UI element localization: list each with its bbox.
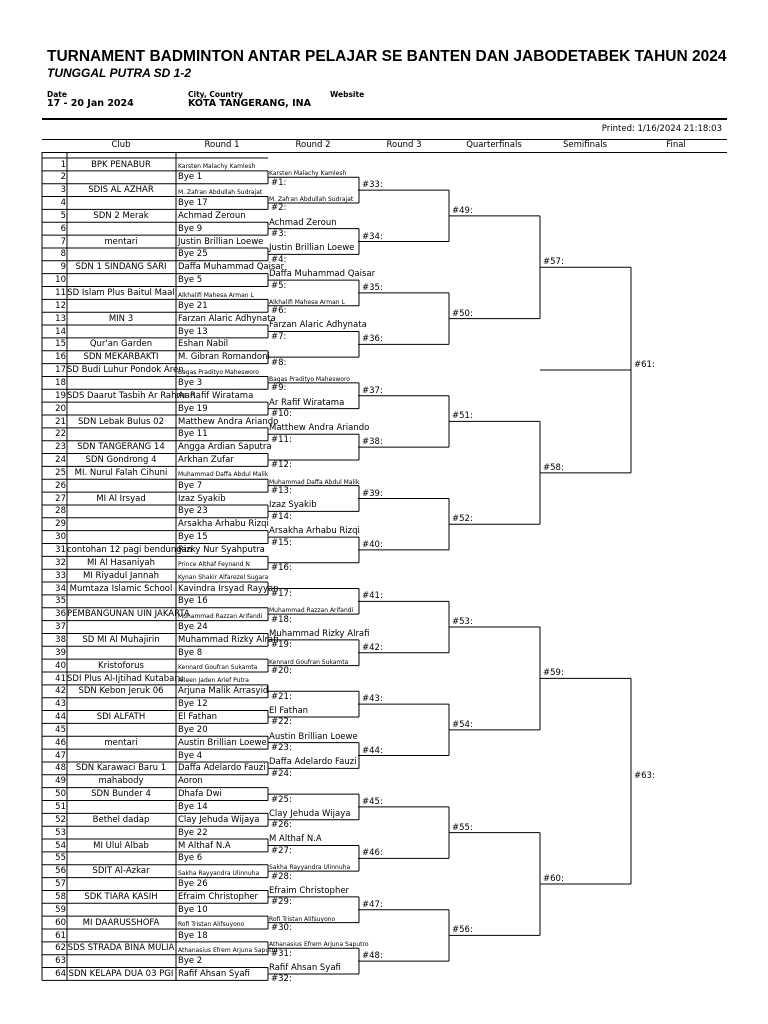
entry-number: 63 xyxy=(55,956,66,967)
entry-club: SDN Kebon Jeruk 06 xyxy=(78,686,164,697)
entry-player: Bye 25 xyxy=(178,249,208,260)
entry-player: Athanasius Efrem Arjuna Saputro xyxy=(178,946,278,954)
entry-player: Rofi Tristan Alifsuyono xyxy=(178,921,245,929)
entry-number: 57 xyxy=(55,879,66,890)
round2-match-label: #6: xyxy=(271,306,287,317)
entry-club: SDS Daarut Tasbih Ar Rahman xyxy=(67,390,196,401)
entry-player: Bye 5 xyxy=(178,275,203,286)
entry-number: 5 xyxy=(60,210,66,221)
entry-player: Bye 22 xyxy=(178,827,208,838)
entry-club: mahabody xyxy=(98,776,144,787)
entry-player: Bye 10 xyxy=(178,904,208,915)
round2-match-label: #14: xyxy=(271,511,292,522)
round3-match-label: #48: xyxy=(362,951,383,962)
entry-number: 13 xyxy=(55,313,66,324)
round2-player: Justin Brillian Loewe xyxy=(269,243,355,254)
round2-match-label: #30: xyxy=(271,923,292,934)
entry-player: Justin Brillian Loewe xyxy=(178,236,264,247)
entry-number: 33 xyxy=(55,570,66,581)
entry-player: Aoron xyxy=(178,776,203,787)
round2-match-label: #20: xyxy=(271,666,292,677)
round2-match-label: #12: xyxy=(271,460,292,471)
entry-number: 44 xyxy=(55,712,66,723)
entry-player: Kynan Shakir Alfarezel Sugara xyxy=(178,574,269,582)
entry-player: Bye 26 xyxy=(178,879,208,890)
round3-match-label: #36: xyxy=(362,334,383,345)
round2-match-label: #2: xyxy=(271,203,287,214)
entry-club: SD Islam Plus Baitul Maal xyxy=(67,288,175,298)
entry-number: 35 xyxy=(55,596,66,607)
entry-number: 53 xyxy=(55,827,66,838)
entry-number: 7 xyxy=(60,236,66,247)
entry-player: Angga Ardian Saputra xyxy=(178,442,272,453)
round3-match-label: #43: xyxy=(362,694,383,705)
entry-player: Bye 4 xyxy=(178,750,203,761)
entry-player: M. Gibran Romandoni xyxy=(178,352,270,363)
entry-club: SDN KELAPA DUA 03 PGI xyxy=(68,969,174,980)
entry-number: 64 xyxy=(55,969,66,980)
entry-player: Farzan Alaric Adhynata xyxy=(178,313,276,324)
entry-club: SDS STRADA BINA MULIA xyxy=(67,943,175,954)
entry-number: 17 xyxy=(55,365,66,376)
final-match-label: #63: xyxy=(634,771,655,782)
round2-match-label: #31: xyxy=(271,948,292,959)
entry-player: Izaz Syakib xyxy=(178,493,226,504)
round2-player: Daffa Adelardo Fauzi xyxy=(269,757,357,768)
entry-club: contohan 12 pagi bendungan xyxy=(67,545,193,555)
entry-player: Prince Althaf Feynand N xyxy=(178,561,250,569)
round2-player: Clay Jehuda Wijaya xyxy=(269,808,351,819)
entry-number: 3 xyxy=(60,185,66,196)
entry-player: Bye 14 xyxy=(178,802,208,812)
entry-number: 26 xyxy=(55,480,66,491)
round3-match-label: #38: xyxy=(362,437,383,448)
entry-number: 61 xyxy=(55,930,66,941)
entry-number: 45 xyxy=(55,724,66,735)
round2-player: Muhammad Razzan Arifandi xyxy=(269,607,354,615)
entry-number: 55 xyxy=(55,853,66,864)
entry-player: El Fathan xyxy=(178,712,218,723)
round2-player: El Fathan xyxy=(269,705,309,716)
entry-player: Daffa Adelardo Fauzi xyxy=(178,763,266,774)
quarterfinal-match-label: #53: xyxy=(452,617,473,628)
entry-player: Bye 6 xyxy=(178,853,203,864)
entry-number: 6 xyxy=(60,223,66,234)
entry-club: SDIT Al-Azkar xyxy=(92,866,150,877)
round2-player: Karsten Malachy Kamlesh xyxy=(269,170,347,178)
entry-number: 8 xyxy=(60,249,66,260)
entry-club: SDI Plus Al-Ijtihad Kutabaru xyxy=(67,673,184,684)
round2-player: Bagas Pradityo Mahesworo xyxy=(269,375,350,383)
entry-club: Kristoforus xyxy=(98,660,144,671)
entry-player: Arsakha Arhabu Rizqi xyxy=(178,519,269,530)
entry-number: 36 xyxy=(55,609,66,620)
entry-club: MI. Nurul Falah Cihuni xyxy=(74,467,168,478)
entry-player: Muhammad Daffa Abdul Malik xyxy=(178,471,269,479)
round2-match-label: #15: xyxy=(271,537,292,548)
round2-player: M Althaf N.A xyxy=(269,834,322,845)
round2-player: Ar Rafif Wiratama xyxy=(269,397,345,408)
round2-match-label: #4: xyxy=(271,254,287,265)
round3-match-label: #35: xyxy=(362,282,383,293)
entry-player: Bye 13 xyxy=(178,326,208,337)
entry-number: 39 xyxy=(55,647,66,658)
entry-club: mentari xyxy=(104,236,138,247)
entry-player: Bye 7 xyxy=(178,480,203,491)
round3-match-label: #40: xyxy=(362,539,383,550)
entry-player: Bye 23 xyxy=(178,506,208,517)
city-value: KOTA TANGERANG, INA xyxy=(188,98,311,109)
round2-match-label: #18: xyxy=(271,614,292,625)
round2-player: Austin Brillian Loewe xyxy=(269,731,358,742)
entry-number: 40 xyxy=(55,660,66,671)
entry-player: Kavindra Irsyad Rayyan xyxy=(178,583,279,594)
city-label: City, Country xyxy=(188,90,243,99)
round2-player: Efraim Christopher xyxy=(269,885,350,896)
round2-match-label: #5: xyxy=(271,280,287,291)
col-round-2: Round 2 xyxy=(295,140,331,150)
event-subtitle: TUNGGAL PUTRA SD 1-2 xyxy=(47,66,192,80)
entry-club: mentari xyxy=(104,737,138,748)
entry-player: Bye 12 xyxy=(178,699,208,710)
col-semifinals: Semifinals xyxy=(562,140,607,150)
round3-match-label: #46: xyxy=(362,848,383,859)
quarterfinal-match-label: #50: xyxy=(452,308,473,319)
entry-number: 47 xyxy=(55,750,66,761)
date-value: 17 - 20 Jan 2024 xyxy=(47,98,134,109)
entry-number: 54 xyxy=(55,840,66,851)
round2-player: Kennard Goufran Sukamta xyxy=(269,658,349,666)
entry-player: Matthew Andra Ariando xyxy=(178,416,279,427)
entry-number: 60 xyxy=(55,917,66,928)
round2-player: Achmad Zeroun xyxy=(269,217,337,228)
entry-number: 58 xyxy=(55,891,66,902)
entry-player: Bye 8 xyxy=(178,647,203,658)
entry-player: Alkhalifi Mahesa Arman L xyxy=(178,291,254,299)
quarterfinal-match-label: #51: xyxy=(452,411,473,422)
round2-player: Rafif Ahsan Syafi xyxy=(269,962,341,973)
entry-player: Daffa Muhammad Qaisar xyxy=(178,262,285,273)
quarterfinal-match-label: #56: xyxy=(452,925,473,936)
round3-match-label: #47: xyxy=(362,899,383,910)
entry-number: 30 xyxy=(55,532,66,543)
round3-match-label: #37: xyxy=(362,385,383,396)
round2-match-label: #17: xyxy=(271,588,292,599)
entry-player: Bye 16 xyxy=(178,596,208,607)
entry-number: 31 xyxy=(55,545,66,555)
entry-number: 29 xyxy=(55,519,66,530)
entry-player: M Althaf N.A xyxy=(178,840,231,851)
quarterfinal-match-label: #49: xyxy=(452,205,473,216)
entry-number: 4 xyxy=(60,198,66,209)
entry-club: BPK PENABUR xyxy=(91,159,151,170)
entry-number: 25 xyxy=(55,467,66,478)
entry-number: 2 xyxy=(60,172,66,183)
entry-number: 32 xyxy=(55,557,66,568)
round2-match-label: #26: xyxy=(271,820,292,831)
entry-number: 16 xyxy=(55,352,66,363)
round2-match-label: #16: xyxy=(271,563,292,574)
semifinal-match-label: #59: xyxy=(543,668,564,679)
entry-number: 51 xyxy=(55,802,66,812)
entry-club: SD MI Al Muhajirin xyxy=(82,634,160,645)
entry-player: Arjuna Malik Arrasyid xyxy=(178,686,269,697)
round2-match-label: #25: xyxy=(271,794,292,805)
round3-match-label: #41: xyxy=(362,591,383,602)
entry-player: Bye 17 xyxy=(178,198,208,209)
entry-player: Aileen Jaden Arief Putra xyxy=(178,677,249,684)
round2-match-label: #9: xyxy=(271,383,287,394)
entry-player: Eshan Nabil xyxy=(178,339,229,350)
entry-number: 52 xyxy=(55,814,66,825)
round3-match-label: #45: xyxy=(362,796,383,807)
entry-number: 9 xyxy=(60,262,66,273)
round2-player: Matthew Andra Ariando xyxy=(269,423,370,434)
round2-player: Rofi Tristan Alifsuyono xyxy=(269,915,336,923)
entry-number: 59 xyxy=(55,904,66,915)
entry-club: Qur'an Garden xyxy=(89,339,153,350)
entry-player: Muhammad Rizky Alrafi xyxy=(178,634,279,645)
entry-number: 42 xyxy=(55,686,66,697)
entry-club: SDN 1 SINDANG SARI xyxy=(75,262,167,273)
entry-number: 28 xyxy=(55,506,66,517)
round2-player: Athanasius Efrem Arjuna Saputro xyxy=(269,941,369,949)
entry-player: Karsten Malachy Kamlesh xyxy=(178,163,256,170)
round2-match-label: #13: xyxy=(271,486,292,497)
round2-player: Muhammad Rizky Alrafi xyxy=(269,628,370,639)
semifinal-match-label: #57: xyxy=(543,257,564,268)
entry-club: SDN Karawaci Baru 1 xyxy=(75,763,167,774)
entry-player: Bye 9 xyxy=(178,223,203,234)
entry-player: Bye 20 xyxy=(178,724,208,735)
entry-club: MI Ulul Albab xyxy=(93,840,149,851)
entry-club: Bethel dadap xyxy=(92,814,150,825)
entry-number: 48 xyxy=(55,763,66,774)
entry-player: Bye 24 xyxy=(178,622,208,633)
quarterfinal-match-label: #52: xyxy=(452,514,473,525)
entry-number: 10 xyxy=(55,275,66,286)
entry-player: Ar Rafif Wiratama xyxy=(178,390,254,401)
entry-player: Bye 18 xyxy=(178,930,208,941)
round2-match-label: #10: xyxy=(271,409,292,420)
round3-match-label: #34: xyxy=(362,231,383,242)
round2-match-label: #11: xyxy=(271,434,292,445)
round2-match-label: #32: xyxy=(271,974,292,985)
col-club: Club xyxy=(111,140,131,150)
page-title: TURNAMENT BADMINTON ANTAR PELAJAR SE BANTEN DAN JABODETABEK TAHUN 2024 xyxy=(47,48,727,65)
entry-club: SDI ALFATH xyxy=(96,712,146,723)
entry-player: Bye 1 xyxy=(178,172,203,183)
round2-match-label: #7: xyxy=(271,331,287,342)
round2-player: Muhammad Daffa Abdul Malik xyxy=(269,478,360,486)
entry-club: SDK TIARA KASIH xyxy=(84,891,158,902)
entry-number: 19 xyxy=(55,390,66,401)
entry-number: 37 xyxy=(55,622,66,633)
round2-match-label: #3: xyxy=(271,229,287,240)
entry-number: 49 xyxy=(55,776,66,787)
round2-match-label: #19: xyxy=(271,640,292,651)
entry-number: 27 xyxy=(55,493,66,504)
round3-match-label: #44: xyxy=(362,745,383,756)
entry-club: MI DAARUSSHOFA xyxy=(82,917,160,928)
entry-player: Bye 11 xyxy=(178,429,208,440)
entry-player: Dhafa Dwi xyxy=(178,789,222,800)
entry-club: Mumtaza Islamic School xyxy=(69,583,173,594)
entry-number: 46 xyxy=(55,737,66,748)
entry-club: SDN Gondrong 4 xyxy=(85,455,157,466)
entry-player: Bye 2 xyxy=(178,956,203,967)
entry-club: MI Al Irsyad xyxy=(96,493,146,504)
entry-player: Muhammad Razzan Arifandi xyxy=(178,612,263,620)
entry-number: 20 xyxy=(55,403,66,414)
entry-player: Achmad Zeroun xyxy=(178,210,246,221)
entry-player: Sakha Rayyandra Ulinnuha xyxy=(178,869,260,877)
semifinal-match-label: #58: xyxy=(543,462,564,473)
round2-player: Farzan Alaric Adhynata xyxy=(269,320,367,331)
entry-number: 43 xyxy=(55,699,66,710)
round2-match-label: #24: xyxy=(271,768,292,779)
quarterfinal-match-label: #55: xyxy=(452,822,473,833)
entry-number: 22 xyxy=(55,429,66,440)
entry-player: Bye 21 xyxy=(178,300,208,311)
round2-player: Sakha Rayyandra Ulinnuha xyxy=(269,864,351,872)
round2-match-label: #23: xyxy=(271,743,292,754)
quarterfinal-match-label: #54: xyxy=(452,719,473,730)
entry-number: 18 xyxy=(55,377,66,388)
entry-number: 12 xyxy=(55,300,66,311)
round2-match-label: #8: xyxy=(271,357,287,368)
date-label: Date xyxy=(47,90,67,99)
entry-number: 50 xyxy=(55,789,66,800)
entry-number: 1 xyxy=(60,159,66,170)
entry-player: Arkhan Zufar xyxy=(178,455,234,466)
round3-match-label: #33: xyxy=(362,180,383,191)
col-round-1: Round 1 xyxy=(204,140,240,150)
round2-player: Alkhalifi Mahesa Arman L xyxy=(269,298,345,306)
entry-club: SDN 2 Merak xyxy=(93,210,149,221)
entry-club: SDIS AL AZHAR xyxy=(88,185,154,196)
entry-club: PEMBANGUNAN UIN JAKARTA xyxy=(67,609,190,620)
round2-player: Arsakha Arhabu Rizqi xyxy=(269,526,360,537)
col-round-3: Round 3 xyxy=(386,140,422,150)
entry-number: 41 xyxy=(55,673,66,684)
entry-player: Efraim Christopher xyxy=(178,891,259,902)
entry-club: SD Budi Luhur Pondok Aren xyxy=(67,365,184,376)
semifinal-match-label: #60: xyxy=(543,874,564,885)
final-match-label: #61: xyxy=(634,360,655,371)
entry-player: Austin Brillian Loewe xyxy=(178,737,267,748)
entry-player: Kennard Goufran Sukamta xyxy=(178,664,258,672)
printed-timestamp: Printed: 1/16/2024 21:18:03 xyxy=(601,124,722,134)
entry-club: SDN MEKARBAKTI xyxy=(83,352,159,363)
entry-club: SDN TANGERANG 14 xyxy=(77,442,165,453)
entry-number: 21 xyxy=(55,416,66,427)
entry-number: 23 xyxy=(55,442,66,453)
entry-player: Bagas Pradityo Mahesworo xyxy=(178,368,259,376)
entry-player: Clay Jehuda Wijaya xyxy=(178,814,260,825)
round2-match-label: #29: xyxy=(271,897,292,908)
round2-player: Daffa Muhammad Qaisar xyxy=(269,269,376,280)
col-final: Final xyxy=(666,140,686,150)
entry-number: 15 xyxy=(55,339,66,350)
col-quarterfinals: Quarterfinals xyxy=(466,140,522,150)
round2-match-label: #27: xyxy=(271,845,292,856)
entry-club: MIN 3 xyxy=(108,313,134,324)
entry-player: Bye 19 xyxy=(178,403,208,414)
entry-number: 24 xyxy=(55,455,66,466)
website-label: Website xyxy=(330,90,365,99)
entry-number: 62 xyxy=(55,943,66,954)
entry-number: 56 xyxy=(55,866,66,877)
round2-player: Izaz Syakib xyxy=(269,500,317,511)
entry-club: MI Riyadul Jannah xyxy=(83,570,159,581)
entry-number: 11 xyxy=(55,288,66,298)
entry-player: Bye 15 xyxy=(178,532,208,543)
round2-player: M. Zafran Abdullah Sudrajat xyxy=(269,195,354,203)
entry-club: SDN Bunder 4 xyxy=(91,789,151,800)
round2-match-label: #21: xyxy=(271,691,292,702)
entry-number: 14 xyxy=(55,326,66,337)
entry-player: Rizky Nur Syahputra xyxy=(178,545,265,555)
entry-player: M. Zafran Abdullah Sudrajat xyxy=(178,188,263,196)
entry-player: Bye 3 xyxy=(178,377,203,388)
round2-match-label: #1: xyxy=(271,177,287,188)
round3-match-label: #39: xyxy=(362,488,383,499)
entry-number: 34 xyxy=(55,583,66,594)
round2-match-label: #28: xyxy=(271,871,292,882)
entry-number: 38 xyxy=(55,634,66,645)
round3-match-label: #42: xyxy=(362,642,383,653)
round2-match-label: #22: xyxy=(271,717,292,728)
entry-club: MI Al Hasaniyah xyxy=(86,557,156,568)
entry-player: Rafif Ahsan Syafi xyxy=(178,969,250,980)
entry-club: SDN Lebak Bulus 02 xyxy=(78,416,164,427)
